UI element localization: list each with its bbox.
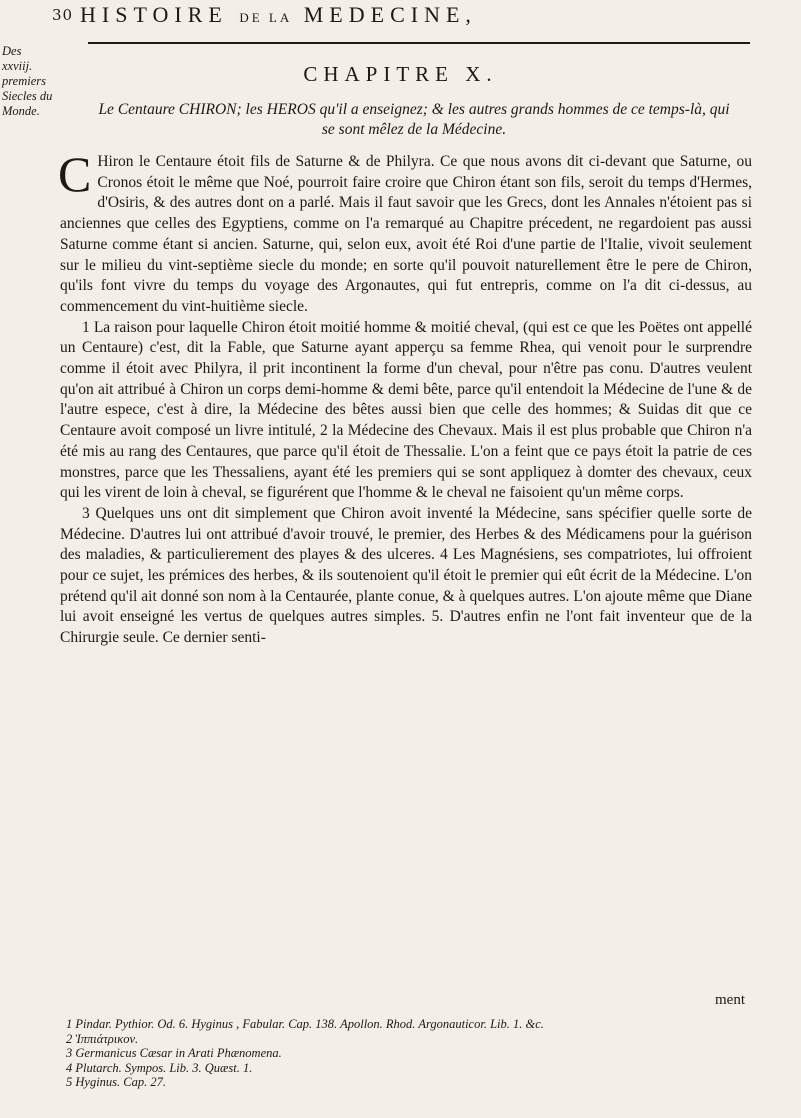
footnote: 4 Plutarch. Sympos. Lib. 3. Quæst. 1. <box>66 1060 253 1075</box>
margin-note-line: Siecles du <box>2 89 53 103</box>
footnote: 3 Germanicus Cæsar in Arati Phænomena. <box>66 1046 282 1060</box>
margin-note-line: xxviij. <box>2 59 33 73</box>
paragraph: 1 La raison pour laquelle Chiron étoit moitié homme & moitié cheval, (qui est ce que les Poëtes ont appellé un Centaure) c'est, dit la Fable, que Saturne ayant apperçu sa femme Rhea, qui venoit pour le surprendre comme il étoit avec Philyra, il prit incontinent la forme d'un cheval, pour n'être pas conu. D'autres veulent qu'on ait attribué à Chiron un corps demi-homme & demi bête, parce qu'il entendoit la Médecine de l'une & de l'autre espece, c'est à dire, la Médecine des bêtes aussi bien que celle des hommes; & Suidas dit que ce Centaure avoit composé un livre intitulé, 2 la Médecine des Chevaux. Mais il est plus probable que Chiron n'a été mis au rang des Centaures, que parce qu'il étoit de Thessalie. L'on a feint que ce pays étoit la patrie de ces monstres, parce que les Thessaliens, ayant été les premiers qui se sont appliquez à domter des chevaux, ceux qui les virent de loin à cheval, se figurérent que l'homme & le cheval ne faisoient qu'un même corps. <box>60 318 752 502</box>
page-number: 30 <box>52 6 74 24</box>
footnote: 5 Hyginus. Cap. 27. <box>66 1075 166 1089</box>
header-rule <box>88 42 750 44</box>
chapter-subtitle: Le Centaure CHIRON; les HEROS qu'il a enseignez; & les autres grands hommes de ce temps-là, qui se sont mêlez de la Médecine. <box>98 101 730 138</box>
paragraph: 3 Quelques uns ont dit simplement que Chiron avoit inventé la Médecine, sans spécifier quelle sorte de Médecine. D'autres lui ont attribué d'avoir trouvé, le premier, des Herbes & des Médicamens pour la guérison des maladies, & particulierement des playes & des ulceres. 4 Les Magnésiens, ses compatriotes, lui offroient pour ce sujet, les prémices des herbes, & ils soutenoient qu'il étoit le premier qui eût écrit de la Médecine. L'on prétend qu'il ait donné son nom à la Centaurée, plante conue, & à quelques autres. L'on ajoute même que Diane lui avoit enseigné les vertus de quelques autres simples. 5. D'autres enfin ne l'ont fait inventeur que de la Chirurgie seule. Ce dernier senti- <box>60 504 752 647</box>
running-head <box>80 2 770 28</box>
margin-note-line: Monde. <box>2 104 40 118</box>
footnotes <box>66 1017 746 1090</box>
footnote: 2 Ἱππιάτρικον. <box>66 1031 139 1046</box>
running-title-part2: MEDECINE, <box>292 2 477 27</box>
drop-cap: C <box>58 146 92 202</box>
margin-note-line: premiers <box>2 74 46 88</box>
margin-note-line: Des <box>2 44 22 58</box>
paragraph-text: Hiron le Centaure étoit fils de Saturne & de Philyra. Ce que nous avons dit ci-devant que Saturne, ou Cronos étoit le même que Noé, pourroit faire croire que Chiron étant son fils, seroit du temps d'Hermes, d'Osiris, & des autres dont on a parlé. Mais il faut savoir que les Grecs, dont les Annales n'étoient pas si anciennes que celles des Egyptiens, comme on l'a remarqué au Chapitre précedent, ne regardoient pas aussi Saturne comme étant si ancien. Saturne, qui, selon eux, avoit été Roi d'une partie de l'Italie, vivoit seulement sur le milieu du vint-septième siecle du monde; en sorte qu'il pouvoit naturellement être le pere de Chiron, qu'ils font vivre du temps du voyage des Argonautes, qui fut entrepris, comme on l'a dit ci-dessus, au commencement du vint-huitième siecle. <box>60 153 752 315</box>
running-title-part1: HISTOIRE <box>80 2 240 27</box>
catchword: ment <box>715 992 745 1008</box>
paragraph <box>58 146 752 318</box>
chapter-heading: CHAPITRE X. <box>303 62 498 86</box>
body-text <box>58 146 752 649</box>
running-title-small: DE LA <box>239 10 293 25</box>
footnote: 1 Pindar. Pythior. Od. 6. Hyginus , Fabular. Cap. 138. Apollon. Rhod. Argonauticor. Lib. 1. &c. <box>66 1017 544 1031</box>
